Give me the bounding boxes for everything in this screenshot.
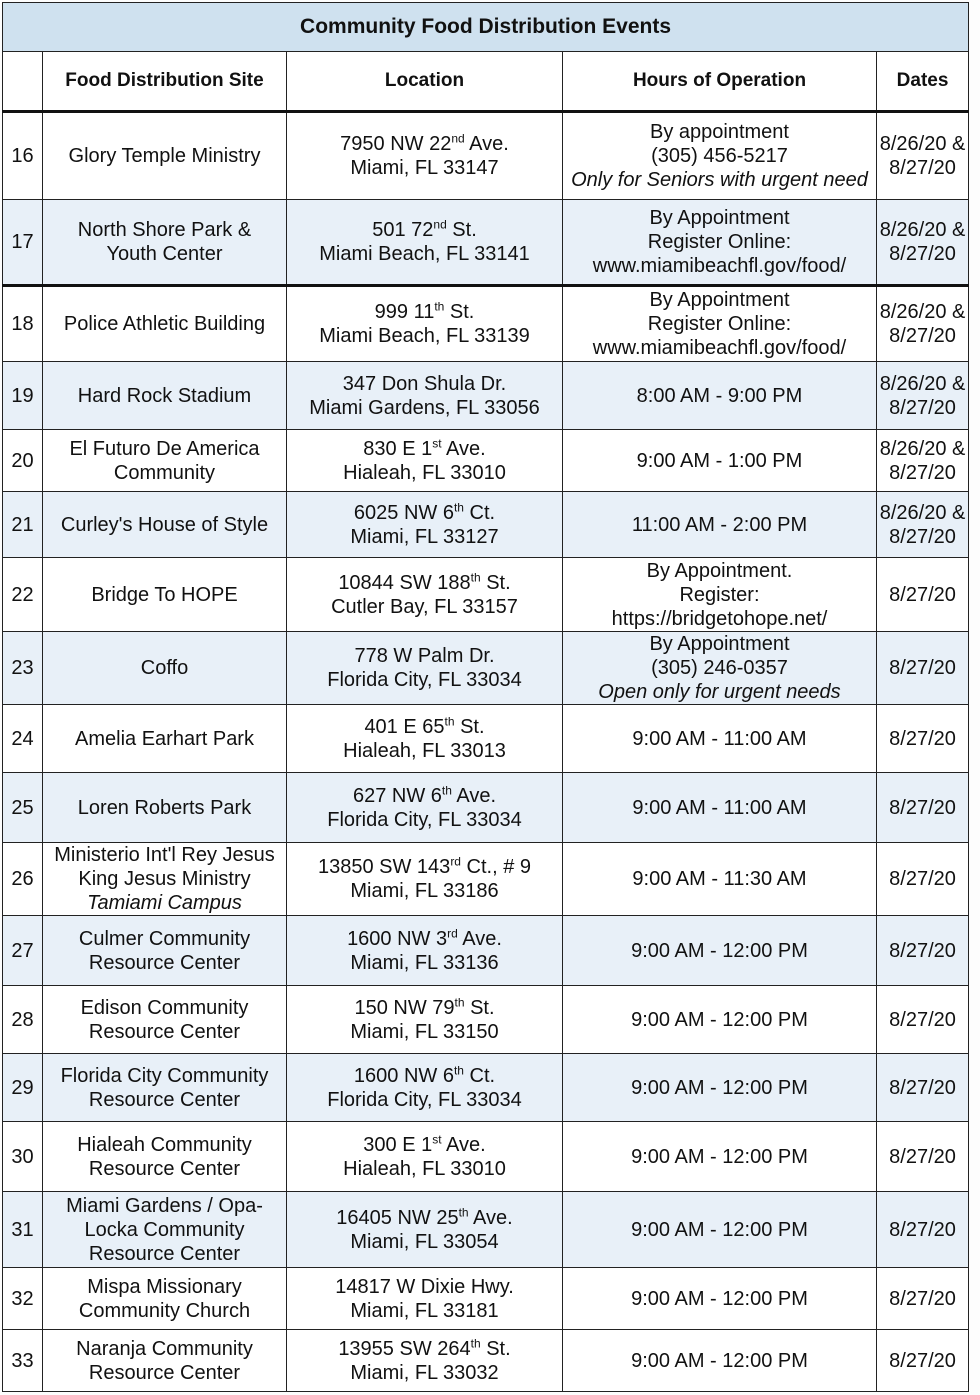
dates-cell: [877, 430, 969, 492]
table-row: [3, 986, 969, 1054]
hours-cell: [563, 1268, 877, 1330]
ordinal-suffix: th: [434, 299, 445, 314]
street-number: 14817 W Dixie Hwy.: [335, 1275, 514, 1298]
address-line: [289, 218, 560, 242]
dates-cell: [877, 986, 969, 1054]
hours-line: 8:00 AM - 9:00 PM: [636, 384, 803, 407]
address-line: [289, 1064, 560, 1088]
site-cell: [43, 916, 287, 986]
table-row: [3, 112, 969, 200]
site-name-line: Hard Rock Stadium: [77, 384, 252, 407]
site-name-line: El Futuro De America: [69, 437, 260, 460]
city-state-zip: Hialeah, FL 33010: [343, 1157, 506, 1180]
table-row: [3, 1122, 969, 1192]
hours-note: Open only for urgent needs: [598, 681, 841, 703]
street-type: Ave.: [468, 1206, 513, 1229]
hours-cell: [563, 632, 877, 705]
table-row: [3, 362, 969, 430]
street-number: 13850 SW 143: [317, 856, 451, 878]
table-row: [3, 492, 969, 558]
date-line: 8/27/20: [889, 325, 956, 347]
site-cell: [43, 492, 287, 558]
date-line: 8/26/20 &: [879, 372, 966, 395]
hours-cell: [563, 1192, 877, 1268]
header-hours: Hours of Operation: [563, 52, 877, 112]
site-name-line: Community Church: [78, 1299, 251, 1322]
site-name-line: Resource Center: [88, 1242, 241, 1265]
date-line: 8/27/20: [889, 1008, 956, 1031]
dates-cell: [877, 200, 969, 286]
table-row: [3, 1330, 969, 1392]
header-location: Location: [287, 52, 563, 112]
hours-note: Only for Seniors with urgent need: [571, 169, 868, 191]
row-number: 20: [3, 430, 43, 492]
city-state-zip: Miami, FL 33150: [350, 1020, 499, 1043]
row-number: 21: [3, 492, 43, 558]
row-number: 16: [3, 112, 43, 200]
date-line: 8/27/20: [889, 868, 956, 890]
table-row: [3, 773, 969, 843]
location-cell: [287, 200, 563, 286]
date-line: 8/27/20: [889, 461, 956, 484]
date-line: 8/27/20: [889, 1145, 956, 1168]
address-line: [289, 996, 560, 1020]
hours-cell: [563, 1330, 877, 1392]
city-state-zip: Cutler Bay, FL 33157: [331, 595, 518, 618]
city-state-zip: Hialeah, FL 33013: [343, 739, 506, 762]
hours-line: By Appointment: [649, 633, 790, 655]
dates-cell: [877, 558, 969, 632]
street-number: 6025 NW 6: [353, 501, 454, 524]
street-type: Ave.: [457, 927, 502, 950]
site-name-line: Mispa Missionary: [87, 1275, 242, 1298]
ordinal-suffix: th: [470, 1335, 481, 1350]
site-cell: [43, 1054, 287, 1122]
hours-line: By appointment: [650, 121, 789, 143]
dates-cell: [877, 286, 969, 362]
site-cell: [43, 430, 287, 492]
location-cell: [287, 705, 563, 773]
site-note: Tamiami Campus: [87, 892, 242, 914]
hours-line: Register Online:: [647, 313, 792, 335]
site-cell: [43, 558, 287, 632]
hours-line: 9:00 AM - 12:00 PM: [631, 939, 808, 962]
location-cell: [287, 286, 563, 362]
site-name-line: Resource Center: [88, 1088, 241, 1111]
street-number: 347 Don Shula Dr.: [342, 372, 507, 395]
city-state-zip: Miami, FL 33181: [350, 1299, 499, 1322]
ordinal-suffix: th: [470, 569, 481, 584]
site-name-line: Curley's House of Style: [60, 513, 269, 536]
row-number: 24: [3, 705, 43, 773]
city-state-zip: Miami Beach, FL 33141: [319, 243, 530, 265]
hours-line: 9:00 AM - 11:00 AM: [632, 727, 807, 750]
location-cell: [287, 916, 563, 986]
city-state-zip: Florida City, FL 33034: [327, 669, 522, 691]
site-name-line: Edison Community: [80, 996, 249, 1019]
dates-cell: [877, 112, 969, 200]
ordinal-suffix: rd: [447, 925, 458, 940]
ordinal-suffix: th: [458, 1204, 469, 1219]
city-state-zip: Miami Beach, FL 33139: [319, 325, 530, 347]
date-line: 8/26/20 &: [879, 301, 966, 323]
header-dates: Dates: [877, 52, 969, 112]
address-line: [289, 501, 560, 525]
hours-cell: [563, 773, 877, 843]
street-number: 16405 NW 25: [336, 1206, 459, 1229]
table-row: [3, 200, 969, 286]
site-name-line: Youth Center: [106, 243, 223, 265]
street-type: St.: [454, 715, 485, 738]
city-state-zip: Hialeah, FL 33010: [343, 461, 506, 484]
hours-line: By Appointment.: [646, 559, 793, 582]
row-number: 30: [3, 1122, 43, 1192]
date-line: 8/27/20: [889, 939, 956, 962]
date-line: 8/27/20: [889, 1287, 956, 1310]
street-number: 627 NW 6: [352, 784, 442, 807]
date-line: 8/26/20 &: [879, 219, 966, 241]
location-cell: [287, 1330, 563, 1392]
hours-cell: [563, 916, 877, 986]
location-cell: [287, 1122, 563, 1192]
row-number: 26: [3, 843, 43, 916]
hours-line: By Appointment: [649, 207, 790, 229]
hours-line: Register Online:: [647, 231, 792, 253]
address-line: [289, 571, 560, 595]
site-cell: [43, 112, 287, 200]
events-table: [2, 2, 969, 1392]
hours-line: 9:00 AM - 12:00 PM: [631, 1145, 808, 1168]
street-number: 501 72: [372, 219, 434, 241]
street-type: Ct.: [463, 501, 496, 524]
date-line: 8/27/20: [889, 796, 956, 819]
site-name-line: Glory Temple Ministry: [68, 145, 261, 167]
row-number: 25: [3, 773, 43, 843]
title-row: [3, 3, 969, 52]
date-line: 8/27/20: [889, 525, 956, 548]
site-cell: [43, 1192, 287, 1268]
ordinal-suffix: th: [444, 713, 455, 728]
row-number: 19: [3, 362, 43, 430]
date-line: 8/27/20: [889, 583, 956, 606]
site-cell: [43, 773, 287, 843]
dates-cell: [877, 492, 969, 558]
site-name-line: Police Athletic Building: [63, 313, 266, 335]
dates-cell: [877, 1054, 969, 1122]
city-state-zip: Miami Gardens, FL 33056: [309, 396, 540, 419]
city-state-zip: Miami, FL 33127: [350, 525, 499, 548]
date-line: 8/27/20: [889, 657, 956, 679]
hours-cell: [563, 1122, 877, 1192]
site-name-line: North Shore Park &: [77, 219, 252, 241]
address-line: [289, 644, 560, 668]
location-cell: [287, 1268, 563, 1330]
ordinal-suffix: nd: [451, 131, 465, 146]
header-number: [3, 52, 43, 112]
site-name-line: Miami Gardens / Opa-: [66, 1194, 263, 1217]
ordinal-suffix: th: [453, 499, 464, 514]
address-line: [289, 1337, 560, 1361]
site-name-line: Locka Community: [84, 1218, 245, 1241]
date-line: 8/26/20 &: [879, 437, 966, 460]
site-name-line: King Jesus Ministry: [78, 868, 251, 890]
hours-cell: [563, 986, 877, 1054]
hours-line: 9:00 AM - 12:00 PM: [631, 1349, 808, 1372]
site-cell: [43, 705, 287, 773]
site-name-line: Hialeah Community: [77, 1133, 252, 1156]
table-row: [3, 1268, 969, 1330]
hours-line: 9:00 AM - 12:00 PM: [631, 1076, 808, 1099]
address-line: [289, 1275, 560, 1299]
date-line: 8/26/20 &: [879, 133, 966, 155]
ordinal-suffix: th: [453, 1062, 464, 1077]
site-cell: [43, 286, 287, 362]
hours-line: (305) 456-5217: [651, 145, 788, 167]
site-name-line: Culmer Community: [78, 927, 251, 950]
date-line: 8/27/20: [889, 1349, 956, 1372]
ordinal-suffix: nd: [433, 217, 447, 232]
location-cell: [287, 362, 563, 430]
street-number: 830 E 1: [363, 437, 433, 460]
hours-line: www.miamibeachfl.gov/food/: [592, 255, 847, 277]
date-line: 8/27/20: [889, 157, 956, 179]
row-number: 28: [3, 986, 43, 1054]
location-cell: [287, 1054, 563, 1122]
location-cell: [287, 112, 563, 200]
street-number: 300 E 1: [363, 1133, 433, 1156]
hours-cell: [563, 558, 877, 632]
row-number: 22: [3, 558, 43, 632]
city-state-zip: Florida City, FL 33034: [327, 1088, 522, 1111]
table-title: Community Food Distribution Events: [3, 3, 969, 52]
location-cell: [287, 1192, 563, 1268]
hours-cell: [563, 362, 877, 430]
street-type: Ct.: [463, 1064, 496, 1087]
hours-line: 9:00 AM - 1:00 PM: [636, 449, 803, 472]
location-cell: [287, 773, 563, 843]
hours-cell: [563, 200, 877, 286]
ordinal-suffix: th: [441, 782, 452, 797]
site-name-line: Amelia Earhart Park: [75, 727, 254, 750]
table-row: [3, 430, 969, 492]
site-cell: [43, 1330, 287, 1392]
city-state-zip: Miami, FL 33032: [350, 1361, 499, 1384]
row-number: 29: [3, 1054, 43, 1122]
street-number: 150 NW 79: [354, 996, 455, 1019]
row-number: 18: [3, 286, 43, 362]
row-number: 27: [3, 916, 43, 986]
ordinal-suffix: st: [432, 1131, 442, 1146]
hours-line: 9:00 AM - 12:00 PM: [631, 1008, 808, 1031]
street-number: 1600 NW 3: [347, 927, 448, 950]
site-cell: [43, 986, 287, 1054]
site-name-line: Coffo: [140, 657, 189, 679]
hours-cell: [563, 1054, 877, 1122]
site-name-line: Community: [113, 461, 216, 484]
location-cell: [287, 632, 563, 705]
hours-line: 9:00 AM - 11:00 AM: [632, 796, 807, 819]
address-line: [289, 1133, 560, 1157]
city-state-zip: Miami, FL 33186: [350, 880, 499, 902]
street-number: 401 E 65: [364, 715, 445, 738]
location-cell: [287, 492, 563, 558]
site-cell: [43, 200, 287, 286]
address-line: [289, 132, 560, 156]
table-row: [3, 843, 969, 916]
hours-line: Register:: [679, 583, 760, 606]
table-row: [3, 1192, 969, 1268]
city-state-zip: Miami, FL 33136: [350, 951, 499, 974]
dates-cell: [877, 362, 969, 430]
site-name-line: Ministerio Int'l Rey Jesus: [54, 844, 275, 866]
hours-line: 11:00 AM - 2:00 PM: [631, 513, 808, 536]
street-number: 10844 SW 188: [338, 571, 471, 594]
location-cell: [287, 430, 563, 492]
address-line: [289, 927, 560, 951]
dates-cell: [877, 843, 969, 916]
site-name-line: Resource Center: [88, 951, 241, 974]
hours-cell: [563, 286, 877, 362]
site-name-line: Naranja Community: [76, 1337, 253, 1360]
street-number: 999 11: [374, 301, 435, 323]
dates-cell: [877, 1268, 969, 1330]
street-number: 778 W Palm Dr.: [354, 645, 495, 667]
dates-cell: [877, 1122, 969, 1192]
hours-cell: [563, 430, 877, 492]
ordinal-suffix: rd: [450, 854, 461, 869]
table-row: [3, 705, 969, 773]
site-cell: [43, 843, 287, 916]
table-row: [3, 558, 969, 632]
ordinal-suffix: th: [454, 994, 465, 1009]
address-line: [289, 437, 560, 461]
table-row: [3, 1054, 969, 1122]
date-line: 8/27/20: [889, 396, 956, 419]
hours-line: 9:00 AM - 12:00 PM: [631, 1287, 808, 1310]
site-name-line: Resource Center: [88, 1020, 241, 1043]
date-line: 8/26/20 &: [879, 501, 966, 524]
header-site: Food Distribution Site: [43, 52, 287, 112]
address-line: [289, 372, 560, 396]
hours-line: 9:00 AM - 12:00 PM: [631, 1218, 808, 1241]
date-line: 8/27/20: [889, 1076, 956, 1099]
table-row: [3, 916, 969, 986]
table-row: [3, 286, 969, 362]
street-type: St.: [464, 996, 495, 1019]
site-name-line: Florida City Community: [60, 1064, 269, 1087]
address-line: [289, 1206, 560, 1230]
dates-cell: [877, 632, 969, 705]
site-name-line: Resource Center: [88, 1361, 241, 1384]
hours-line: https://bridgetohope.net/: [611, 607, 828, 630]
dates-cell: [877, 773, 969, 843]
hours-cell: [563, 843, 877, 916]
street-type: St.: [480, 571, 511, 594]
hours-cell: [563, 492, 877, 558]
hours-cell: [563, 112, 877, 200]
site-name-line: Loren Roberts Park: [77, 796, 252, 819]
dates-cell: [877, 705, 969, 773]
row-number: 17: [3, 200, 43, 286]
header-row: [3, 52, 969, 112]
hours-line: (305) 246-0357: [651, 657, 788, 679]
location-cell: [287, 986, 563, 1054]
street-type: St.: [446, 219, 477, 241]
site-name-line: Bridge To HOPE: [91, 583, 238, 606]
location-cell: [287, 843, 563, 916]
street-type: Ave.: [441, 437, 486, 460]
site-cell: [43, 362, 287, 430]
row-number: 33: [3, 1330, 43, 1392]
date-line: 8/27/20: [889, 1218, 956, 1241]
hours-line: 9:00 AM - 11:30 AM: [632, 868, 807, 890]
hours-line: By Appointment: [649, 289, 790, 311]
address-line: [289, 300, 560, 324]
dates-cell: [877, 1192, 969, 1268]
street-type: Ct., # 9: [460, 856, 532, 878]
street-type: Ave.: [464, 133, 509, 155]
street-number: 1600 NW 6: [353, 1064, 454, 1087]
dates-cell: [877, 916, 969, 986]
hours-line: www.miamibeachfl.gov/food/: [592, 337, 847, 359]
dates-cell: [877, 1330, 969, 1392]
address-line: [289, 784, 560, 808]
date-line: 8/27/20: [889, 727, 956, 750]
ordinal-suffix: st: [432, 435, 442, 450]
city-state-zip: Florida City, FL 33034: [327, 808, 522, 831]
site-cell: [43, 1268, 287, 1330]
street-type: Ave.: [451, 784, 497, 807]
site-cell: [43, 1122, 287, 1192]
street-type: St.: [444, 301, 475, 323]
location-cell: [287, 558, 563, 632]
street-type: St.: [480, 1337, 511, 1360]
street-type: Ave.: [441, 1133, 486, 1156]
site-name-line: Resource Center: [88, 1157, 241, 1180]
street-number: 7950 NW 22: [340, 133, 452, 155]
table-row: [3, 632, 969, 705]
street-number: 13955 SW 264: [338, 1337, 471, 1360]
row-number: 23: [3, 632, 43, 705]
date-line: 8/27/20: [889, 243, 956, 265]
city-state-zip: Miami, FL 33147: [350, 157, 499, 179]
row-number: 31: [3, 1192, 43, 1268]
hours-cell: [563, 705, 877, 773]
site-cell: [43, 632, 287, 705]
address-line: [289, 715, 560, 739]
row-number: 32: [3, 1268, 43, 1330]
address-line: [289, 855, 560, 879]
city-state-zip: Miami, FL 33054: [350, 1230, 499, 1253]
